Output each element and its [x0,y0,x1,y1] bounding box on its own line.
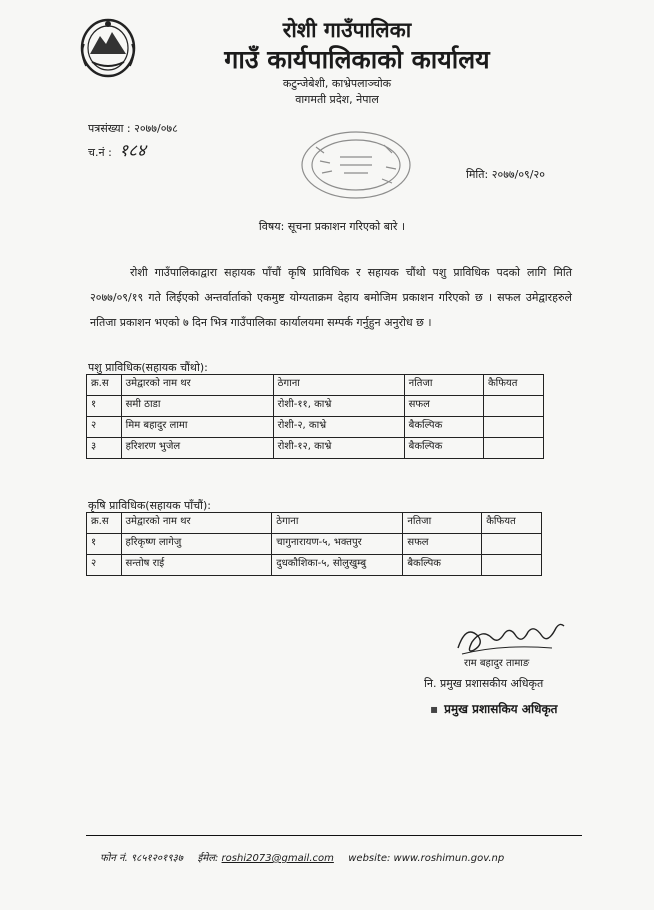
cell-result: बैकल्पिक [404,417,483,438]
cell-serial: १ [87,534,122,555]
dispatch-value: १८४ [119,141,146,161]
stamp-text: प्रमुख प्रशासकिय अधिकृत [444,702,558,716]
section-title-livestock: पशु प्राविधिक(सहायक चौंथो): [88,361,208,374]
footer-phone: फोन नं. ९८५१२०१९३७ [100,853,183,864]
cell-result: बैकल्पिक [403,555,482,576]
cell-serial: २ [87,417,122,438]
cell-result: सफल [404,396,483,417]
cell-result: बैकल्पिक [404,438,483,459]
table-row [87,396,544,417]
cell-name: हरिकृष्ण लागेजु [121,534,272,555]
cell-name: हरिशरण भुजेल [121,438,273,459]
cell-address: रोशी-१२, काभ्रे [273,438,404,459]
office-name: रोशी गाउँपालिका [282,18,412,42]
footer-email-label: ईमेल: [197,853,219,864]
section-title-agriculture: कृषि प्राविधिक(सहायक पाँचौं): [88,499,211,512]
footer-divider [86,835,582,836]
table-row [87,534,542,555]
cell-address: रोशी-११, काभ्रे [273,396,404,417]
office-province: वागमती प्रदेश, नेपाल [295,93,379,106]
signatory-name: राम बहादुर तामाङ [464,658,530,669]
col-name: उमेद्वारको नाम थर [121,513,272,534]
col-remarks: कैफियत [483,375,543,396]
col-serial: क्र.स [87,513,122,534]
office-address: कटुन्जेबेशी, काभ्रेपलाञ्चोक [282,77,392,90]
dispatch-number [88,138,146,161]
table-row [87,555,542,576]
agriculture-candidates-table [86,512,542,576]
cell-remarks [483,438,543,459]
cell-serial: १ [87,396,122,417]
col-address: ठेगाना [273,375,404,396]
cell-address: चागुनारायण-५, भक्तपुर [272,534,403,555]
cell-name: समी ठाडा [121,396,273,417]
table-row [87,417,544,438]
col-serial: क्र.स [87,375,122,396]
stamp-mark-icon: ▪ [430,702,439,716]
table-header-row [87,513,542,534]
office-stamp-icon [296,127,414,201]
cell-address: रोशी-२, काभ्रे [273,417,404,438]
cell-remarks [483,417,543,438]
cell-serial: ३ [87,438,122,459]
signatory-stamp [430,700,558,717]
table-row [87,438,544,459]
col-remarks: कैफियत [482,513,542,534]
cell-serial: २ [87,555,122,576]
dispatch-label: च.नं : [88,146,112,159]
subject-line: विषय: सूचना प्रकाशन गरिएको बारे । [258,220,406,233]
issue-date: मिति: २०७७/०९/२० [466,168,545,181]
col-name: उमेद्वारको नाम थर [121,375,273,396]
livestock-candidates-table [86,374,544,459]
table-header-row [87,375,544,396]
office-title: गाउँ कार्यपालिकाको कार्यालय [224,45,490,74]
notice-body: रोशी गाउँपालिकाद्वारा सहायक पाँचौं कृषि प्राविधिक र सहायक चौंथो पशु प्राविधिक पदको लागि मिति २०७७/०९/१९ गते लिईएको अन्तर्वार्ताको एकमुष्ट योग्यताक्रम देहाय बमोजिम प्रकाशन गरिएको छ । सफल उमेद्वारहरुले नतिजा प्रकाशन भएको ७ दिन भित्र गाउँपालिका कार्यालयमा सम्पर्क गर्नुहुन अनुरोध छ । [90,266,572,329]
footer-website: website: www.roshimun.gov.np [348,853,505,864]
footer-email: roshi2073@gmail.com [221,853,334,864]
signatory-title: नि. प्रमुख प्रशासकीय अधिकृत [424,677,544,690]
footer-contact [100,850,504,864]
cell-address: दुधकौशिका-५, सोलुखुम्बु [272,555,403,576]
cell-remarks [482,555,542,576]
cell-remarks [482,534,542,555]
col-result: नतिजा [403,513,482,534]
cell-remarks [483,396,543,417]
col-address: ठेगाना [272,513,403,534]
col-result: नतिजा [404,375,483,396]
cell-name: सन्तोष राई [121,555,272,576]
cell-result: सफल [403,534,482,555]
letter-number: पत्रसंख्या : २०७७/०७८ [88,122,178,135]
cell-name: मिम बहादुर लामा [121,417,273,438]
